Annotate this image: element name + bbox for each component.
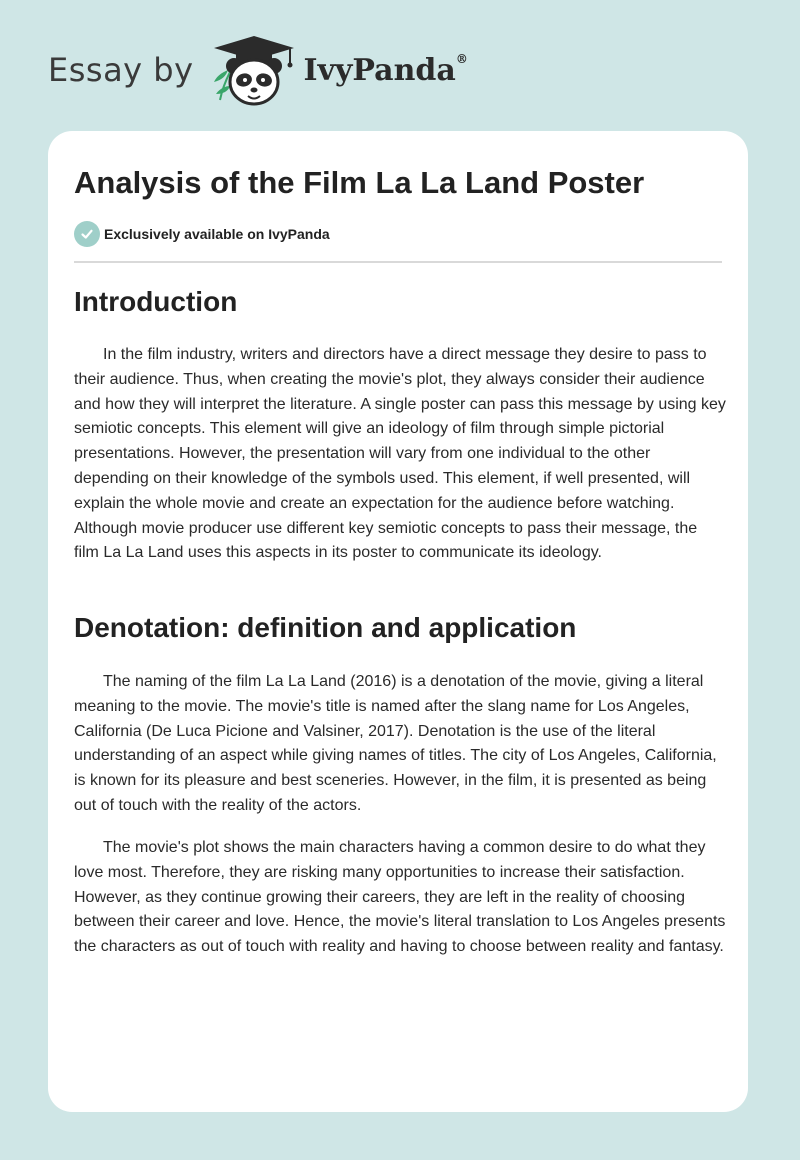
paragraph: The naming of the film La La Land (2016) is a denotation of the movie, giving a literal meaning to the movie. The movie's title is named after the slang name for Los Angeles, California (De Luca Picione and Valsiner, 2017). Denotation is the use of the literal understanding of an aspect while giving names of titles. The city of Los Angeles, California, is known for its pleasure and best sceneries. However, in the film, it is presented as being out of touch with the reality of the actors. (74, 673, 717, 814)
essay-by-label: Essay by (48, 51, 194, 89)
paragraph: In the film industry, writers and directors have a direct message they desire to pass to their audience. Thus, when creating the movie's plot, they always consider their audience and how they will interpret the literature. A single poster can pass this message by using key semiotic concepts. This element will give an ideology of film through simple pictorial presentations. However, the presentation will vary from one individual to the other depending on their knowledge of the symbols used. This element, if well presented, will explain the whole movie and create an expectation for the audience before watching. Although movie producer use different key semiotic concepts to pass their message, the film La La Land uses this aspects in its poster to communicate its ideology. (74, 346, 726, 562)
section-heading-introduction: Introduction (74, 286, 238, 317)
section-heading-denotation: Denotation: definition and application (74, 612, 577, 643)
article-card (48, 131, 748, 1112)
exclusive-badge-text: Exclusively available on IvyPanda (104, 226, 330, 242)
brand-name[interactable] (304, 53, 468, 88)
title-divider (74, 261, 722, 263)
graduate-panda-logo-icon[interactable] (208, 30, 300, 110)
registered-mark: ® (455, 51, 468, 66)
article-title: Analysis of the Film La La Land Poster (74, 165, 645, 200)
exclusive-badge (74, 221, 330, 247)
brand-text: IvyPanda (303, 52, 456, 88)
check-circle-icon (74, 221, 100, 247)
paragraph: The movie's plot shows the main characters having a common desire to do what they love most. Therefore, they are risking many opportunities to increase their satisfaction. However, as they continue growing their careers, they are left in the reality of choosing between their career and love. Hence, the movie's literal translation to Los Angeles presents the characters as out of touch with reality and having to choose between reality and fantasy. (74, 839, 726, 956)
site-header (48, 30, 468, 110)
